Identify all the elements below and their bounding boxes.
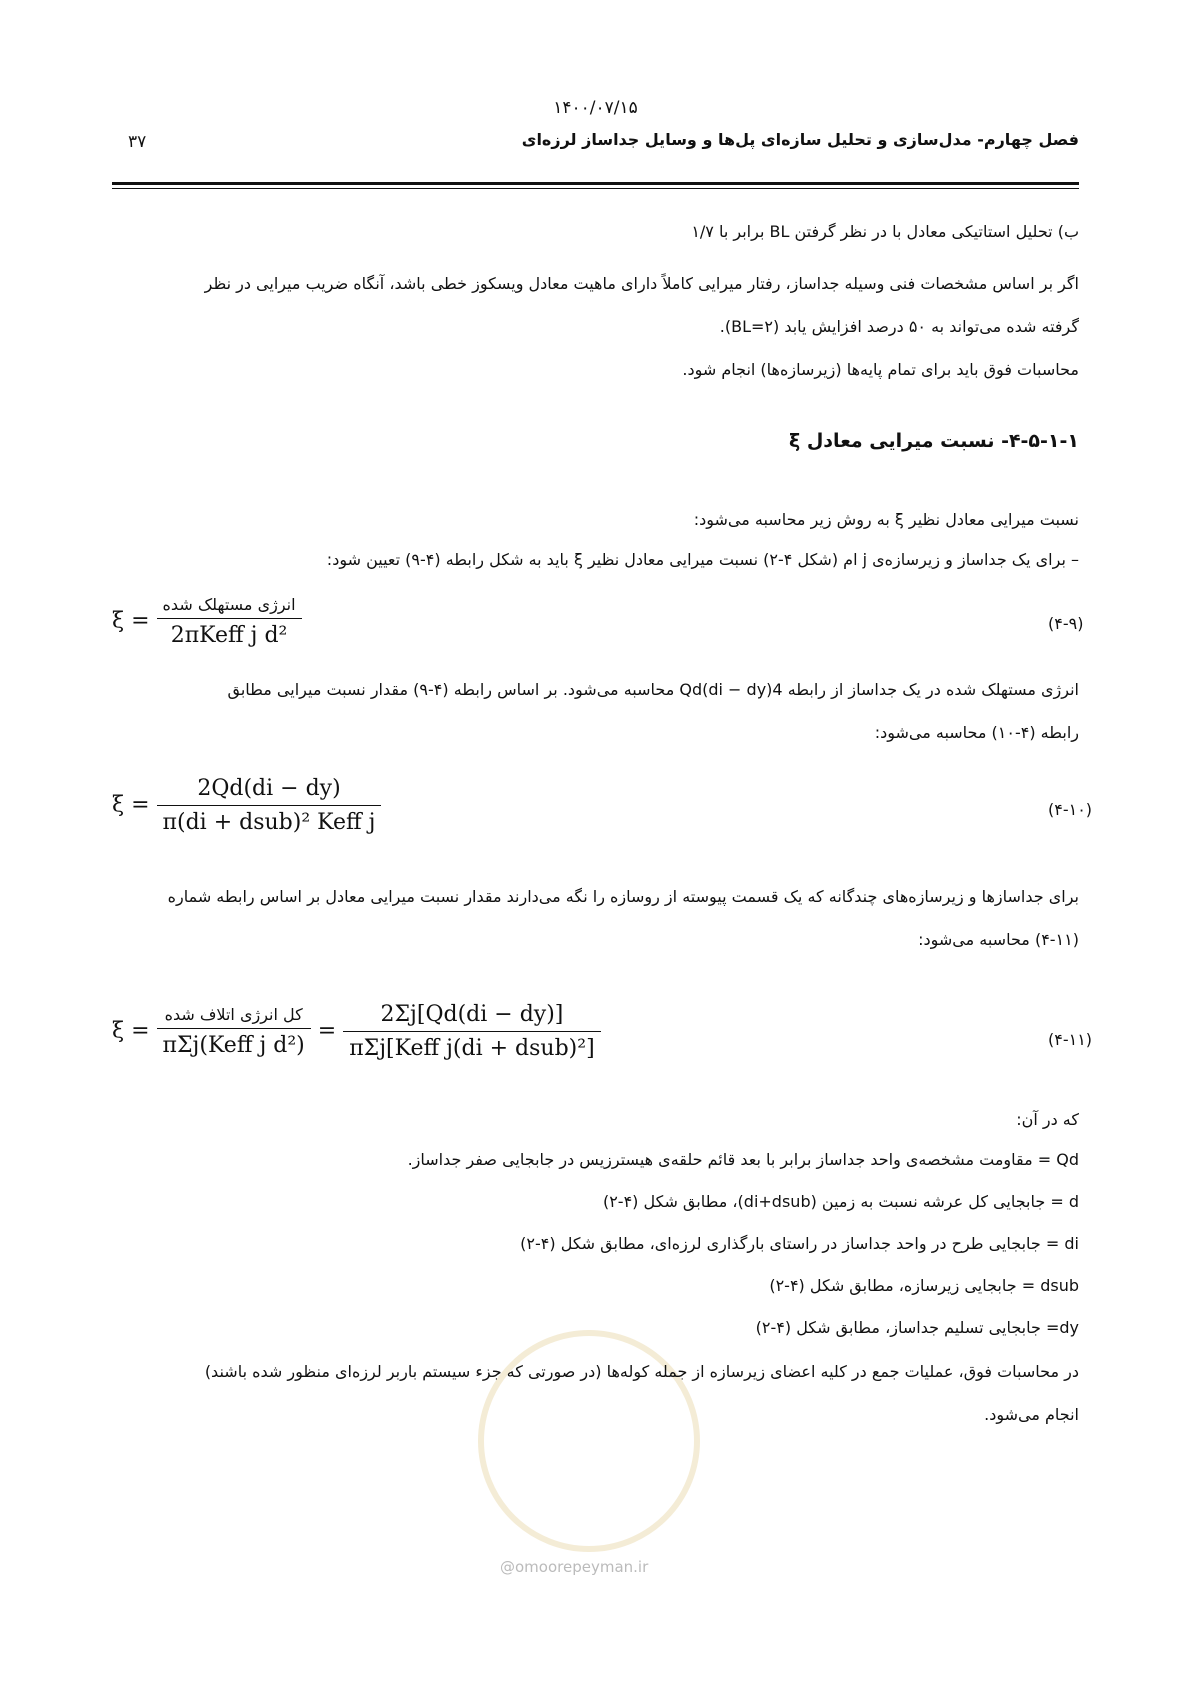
definition-di: di = جابجایی طرح در واحد جداساز در راستای بارگذاری لرزه‌ای، مطابق شکل (۴-۲)	[520, 1234, 1079, 1253]
header-date: ۱۴۰۰/۰۷/۱۵	[553, 98, 638, 118]
definition-qd: Qd = مقاومت مشخصه‌ی واحد جداساز برابر با بعد قائم حلقه‌ی هیسترزیس در جابجایی صفر جداساز.	[407, 1150, 1079, 1169]
paragraph-5-line-1: برای جداسازها و زیرسازه‌های چندگانه که یک قسمت پیوسته از روسازه را نگه می‌دارند مقدار نسبت میرایی معادل بر اساس رابطه شماره	[167, 887, 1079, 906]
equation-4-9	[112, 595, 302, 648]
item-b: ب) تحلیل استاتیکی معادل با در نظر گرفتن BL برابر با ۱/۷	[691, 222, 1079, 241]
paragraph-6-line-1: در محاسبات فوق، عملیات جمع در کلیه اعضای زیرسازه از جمله کوله‌ها (در صورتی که جزء سیستم باربر لرزه‌ای منظور شده باشند)	[204, 1362, 1079, 1381]
header-rule-thin	[112, 188, 1079, 189]
paragraph-5-line-2: (۴-۱۱) محاسبه می‌شود:	[918, 930, 1079, 949]
paragraph-4	[112, 668, 1079, 754]
eq11-denominator-2: πΣj[Keff j(di + dsub)²]	[349, 1036, 595, 1061]
paragraph-6-line-2: انجام می‌شود.	[984, 1405, 1079, 1424]
eq11-denominator-1: πΣj(Keff j d²)	[162, 1033, 305, 1058]
eq11-equals: =	[317, 1018, 337, 1044]
bullet-item: – برای یک جداساز و زیرسازه‌ی j ام (شکل ۴-۲) نسبت میرایی معادل نظیر ξ باید به شکل رابطه (۴-۹) تعیین شود:	[326, 550, 1079, 569]
paragraph-4-line-1: انرژی مستهلک شده در یک جداساز از رابطه 4(di − dy)Qd محاسبه می‌شود. بر اساس رابطه (۴-۹) مقدار نسبت میرایی مطابق	[227, 680, 1079, 699]
eq11-numerator-2: 2Σj[Qd(di − dy)]	[343, 1002, 600, 1032]
paragraph-4-line-2: رابطه (۴-۱۰) محاسبه می‌شود:	[874, 723, 1079, 742]
header-rule-thick	[112, 182, 1079, 185]
eq9-lhs: ξ =	[112, 608, 150, 634]
paragraph-2: محاسبات فوق باید برای تمام پایه‌ها (زیرسازه‌ها) انجام شود.	[682, 360, 1079, 379]
eq9-numerator: انرژی مستهلک شده	[157, 595, 302, 619]
watermark-url: @omoorepeyman.ir	[500, 1558, 649, 1576]
eq10-denominator: π(di + dsub)² Keff j	[162, 810, 376, 835]
eq10-label: (۴-۱۰)	[1048, 800, 1093, 819]
paragraph-1-line-2: گرفته شده می‌تواند به ۵۰ درصد افزایش یابد (BL=۲).	[719, 317, 1079, 336]
eq11-lhs: ξ =	[112, 1018, 150, 1044]
definition-dy: dy= جابجایی تسلیم جداساز، مطابق شکل (۴-۲)	[755, 1318, 1079, 1337]
paragraph-1	[112, 262, 1079, 391]
paragraph-3: نسبت میرایی معادل نظیر ξ به روش زیر محاسبه می‌شود:	[693, 510, 1079, 529]
paragraph-5	[112, 875, 1079, 961]
eq11-label: (۴-۱۱)	[1048, 1030, 1093, 1049]
eq10-lhs: ξ =	[112, 792, 150, 818]
eq9-denominator: 2πKeff j d²	[170, 623, 288, 648]
section-heading: ۴-۵-۱-۱- نسبت میرایی معادل ξ	[788, 430, 1079, 452]
chapter-title: فصل چهارم- مدل‌سازی و تحلیل سازه‌ای پل‌ها و وسایل جداساز لرزه‌ای	[521, 130, 1079, 149]
paragraph-6	[112, 1350, 1079, 1436]
where-label: که در آن:	[1016, 1110, 1079, 1129]
page-number: ۳۷	[128, 132, 147, 152]
eq11-numerator-1: کل انرژی اتلاف شده	[157, 1005, 311, 1029]
definition-d: d = جابجایی کل عرشه نسبت به زمین (di+dsub)، مطابق شکل (۴-۲)	[602, 1192, 1079, 1211]
equation-4-11	[112, 1002, 601, 1061]
eq9-label: (۴-۹)	[1048, 614, 1084, 633]
eq10-numerator: 2Qd(di − dy)	[157, 776, 382, 806]
definition-dsub: dsub = جابجایی زیرسازه، مطابق شکل (۴-۲)	[769, 1276, 1079, 1295]
equation-4-10	[112, 776, 381, 835]
paragraph-1-line-1: اگر بر اساس مشخصات فنی وسیله جداساز، رفتار میرایی کاملاً دارای ماهیت معادل ویسکوز خطی باشد، آنگاه ضریب میرایی در نظر	[204, 274, 1079, 293]
